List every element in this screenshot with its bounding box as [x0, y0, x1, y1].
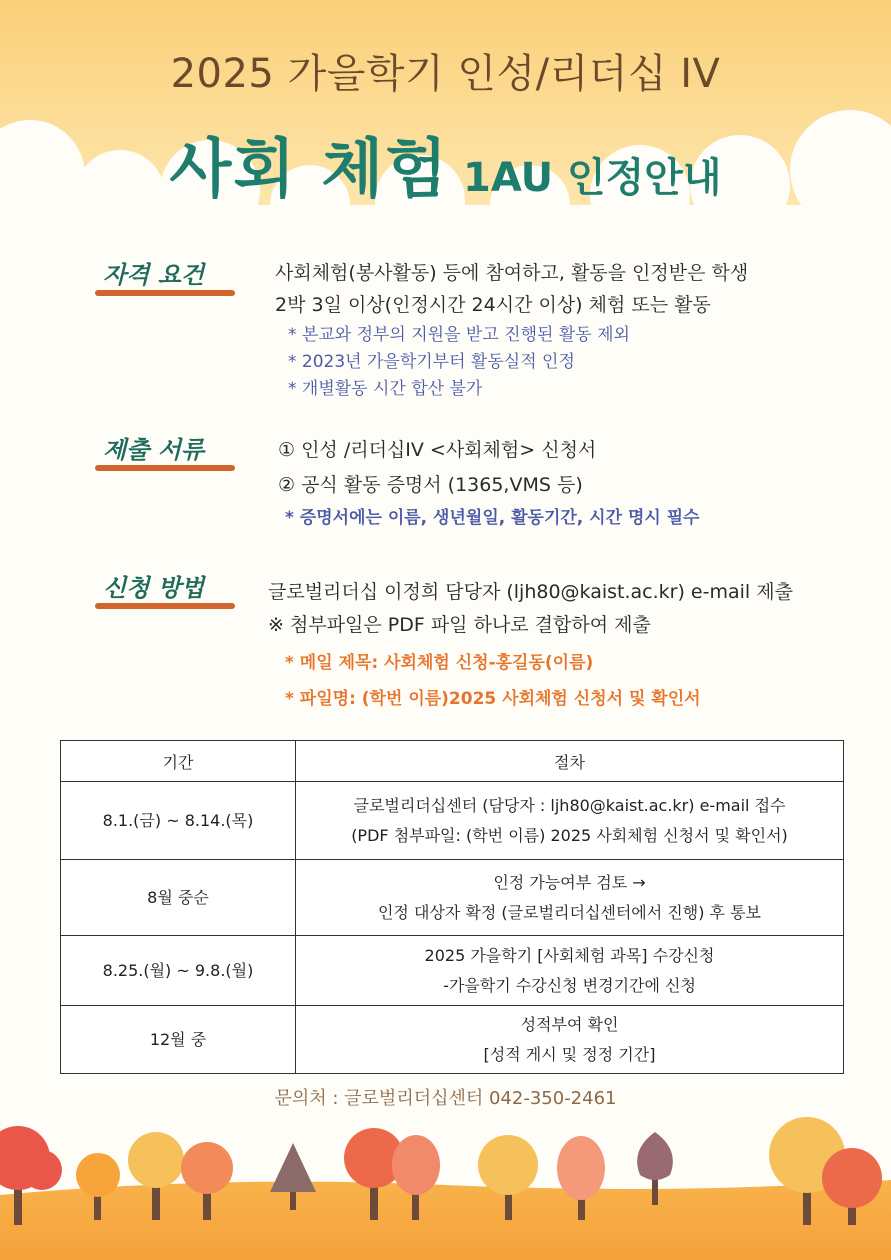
- title-sub: 1AU 인정안내: [463, 155, 722, 201]
- section-underline: [95, 465, 235, 471]
- procedure-line: 인정 가능여부 검토 →: [493, 872, 646, 892]
- procedure-line: (PDF 첨부파일: (학번 이름) 2025 사회체험 신청서 및 확인서): [351, 825, 788, 845]
- table-header-row: [61, 741, 844, 782]
- table-header-period: 기간: [61, 741, 296, 782]
- ground: [0, 1180, 891, 1260]
- procedure-line: -가을학기 수강신청 변경기간에 신청: [443, 975, 696, 995]
- table-cell-procedure: [296, 860, 844, 936]
- section-label-method: 신청 방법: [103, 574, 205, 602]
- section-label-eligibility: 자격 요건: [103, 261, 205, 289]
- contact-info: 문의처 : 글로벌리더십센터 042-350-2461: [274, 1088, 617, 1109]
- table-cell-period: 8.1.(금) ~ 8.14.(목): [61, 782, 296, 860]
- schedule-table: [60, 740, 844, 1074]
- table-cell-procedure: [296, 936, 844, 1006]
- section-underline: [95, 603, 235, 609]
- procedure-line: 성적부여 확인: [520, 1014, 619, 1034]
- documents-line: ② 공식 활동 증명서 (1365,VMS 등): [278, 474, 583, 496]
- procedure-line: 인정 대상자 확정 (글로벌리더십센터에서 진행) 후 통보: [377, 902, 762, 922]
- table-cell-procedure: [296, 782, 844, 860]
- table-cell-period: 8.25.(월) ~ 9.8.(월): [61, 936, 296, 1006]
- table-row: [61, 782, 844, 860]
- eligibility-note: * 개별활동 시간 합산 불가: [288, 379, 483, 399]
- method-note: * 파일명: (학번 이름)2025 사회체험 신청서 및 확인서: [285, 689, 701, 709]
- page-title: [0, 118, 891, 210]
- table-row: [61, 1006, 844, 1074]
- eligibility-note: * 2023년 가을학기부터 활동실적 인정: [288, 352, 575, 372]
- page-subtitle: 2025 가을학기 인성/리더십 IV: [170, 51, 721, 97]
- table-cell-period: 8월 중순: [61, 860, 296, 936]
- method-line: 글로벌리더십 이정희 담당자 (ljh80@kaist.ac.kr) e-mail 제출: [268, 581, 793, 603]
- table-row: [61, 860, 844, 936]
- method-note: * 메일 제목: 사회체험 신청-홍길동(이름): [285, 653, 594, 673]
- procedure-line: [성적 게시 및 정정 기간]: [483, 1044, 656, 1064]
- eligibility-note: * 본교와 정부의 지원을 받고 진행된 활동 제외: [288, 325, 630, 345]
- eligibility-line: 2박 3일 이상(인정시간 24시간 이상) 체험 또는 활동: [275, 294, 711, 316]
- documents-line: ① 인성 /리더십IV <사회체험> 신청서: [278, 439, 597, 461]
- eligibility-line: 사회체험(봉사활동) 등에 참여하고, 활동을 인정받은 학생: [275, 262, 749, 284]
- table-header-procedure: 절차: [296, 741, 844, 782]
- table-cell-procedure: [296, 1006, 844, 1074]
- section-label-documents: 제출 서류: [103, 436, 205, 464]
- documents-note: * 증명서에는 이름, 생년월일, 활동기간, 시간 명시 필수: [285, 508, 700, 528]
- title-main: 사회 체험: [169, 133, 450, 207]
- section-underline: [95, 290, 235, 296]
- procedure-line: 2025 가을학기 [사회체험 과목] 수강신청: [424, 945, 715, 965]
- table-row: [61, 936, 844, 1006]
- procedure-line: 글로벌리더십센터 (담당자 : ljh80@kaist.ac.kr) e-mail 접수: [353, 795, 786, 815]
- table-cell-period: 12월 중: [61, 1006, 296, 1074]
- method-line: ※ 첨부파일은 PDF 파일 하나로 결합하여 제출: [268, 614, 651, 636]
